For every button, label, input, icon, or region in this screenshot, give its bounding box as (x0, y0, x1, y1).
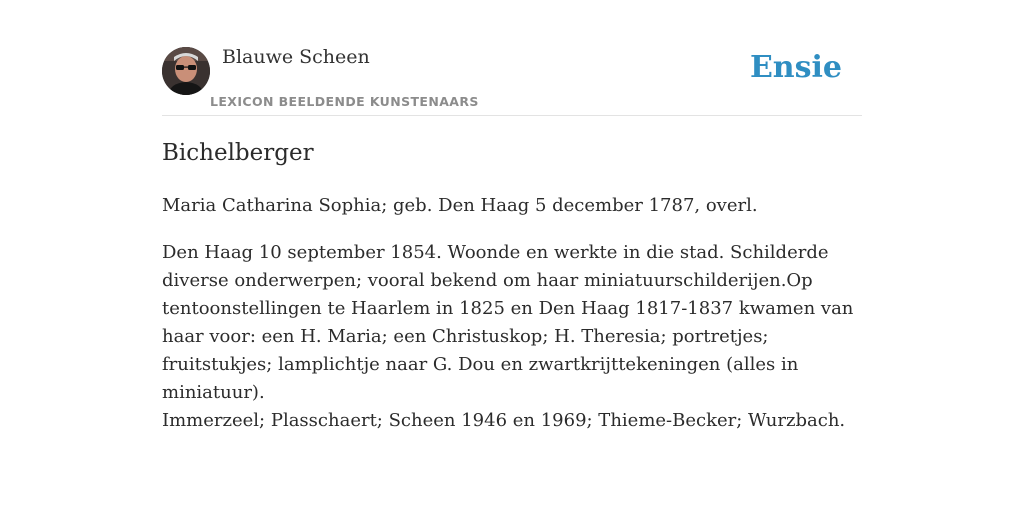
content-container (162, 0, 862, 431)
source-label[interactable]: LEXICON BEELDENDE KUNSTENAARS (210, 94, 479, 109)
article-title: Bichelberger (162, 140, 314, 166)
article-paragraph-2: Den Haag 10 september 1854. Woonde en werkte in die stad. Schilderde diverse onderwerpen; vooral bekend om haar miniatuurschilderijen.Op tentoonstellingen te Haarlem in 1825 en Den Haag 1817-1837 kwamen van haar voor: een H. Maria; een Christuskop; H. Theresia; portretjes; fruitstukjes; lamplichtje naar G. Dou en zwartkrijttekeningen (alles in miniatuur). (162, 242, 854, 403)
avatar-portrait-icon (162, 47, 210, 95)
avatar[interactable] (162, 47, 210, 95)
article-paragraph-1: Maria Catharina Sophia; geb. Den Haag 5 december 1787, overl. (162, 195, 758, 216)
brand-logo[interactable]: Ensie (749, 50, 842, 85)
header (162, 0, 862, 116)
author-name[interactable]: Blauwe Scheen (222, 46, 370, 68)
article-sources: Immerzeel; Plasschaert; Scheen 1946 en 1969; Thieme-Becker; Wurzbach. (162, 410, 846, 431)
